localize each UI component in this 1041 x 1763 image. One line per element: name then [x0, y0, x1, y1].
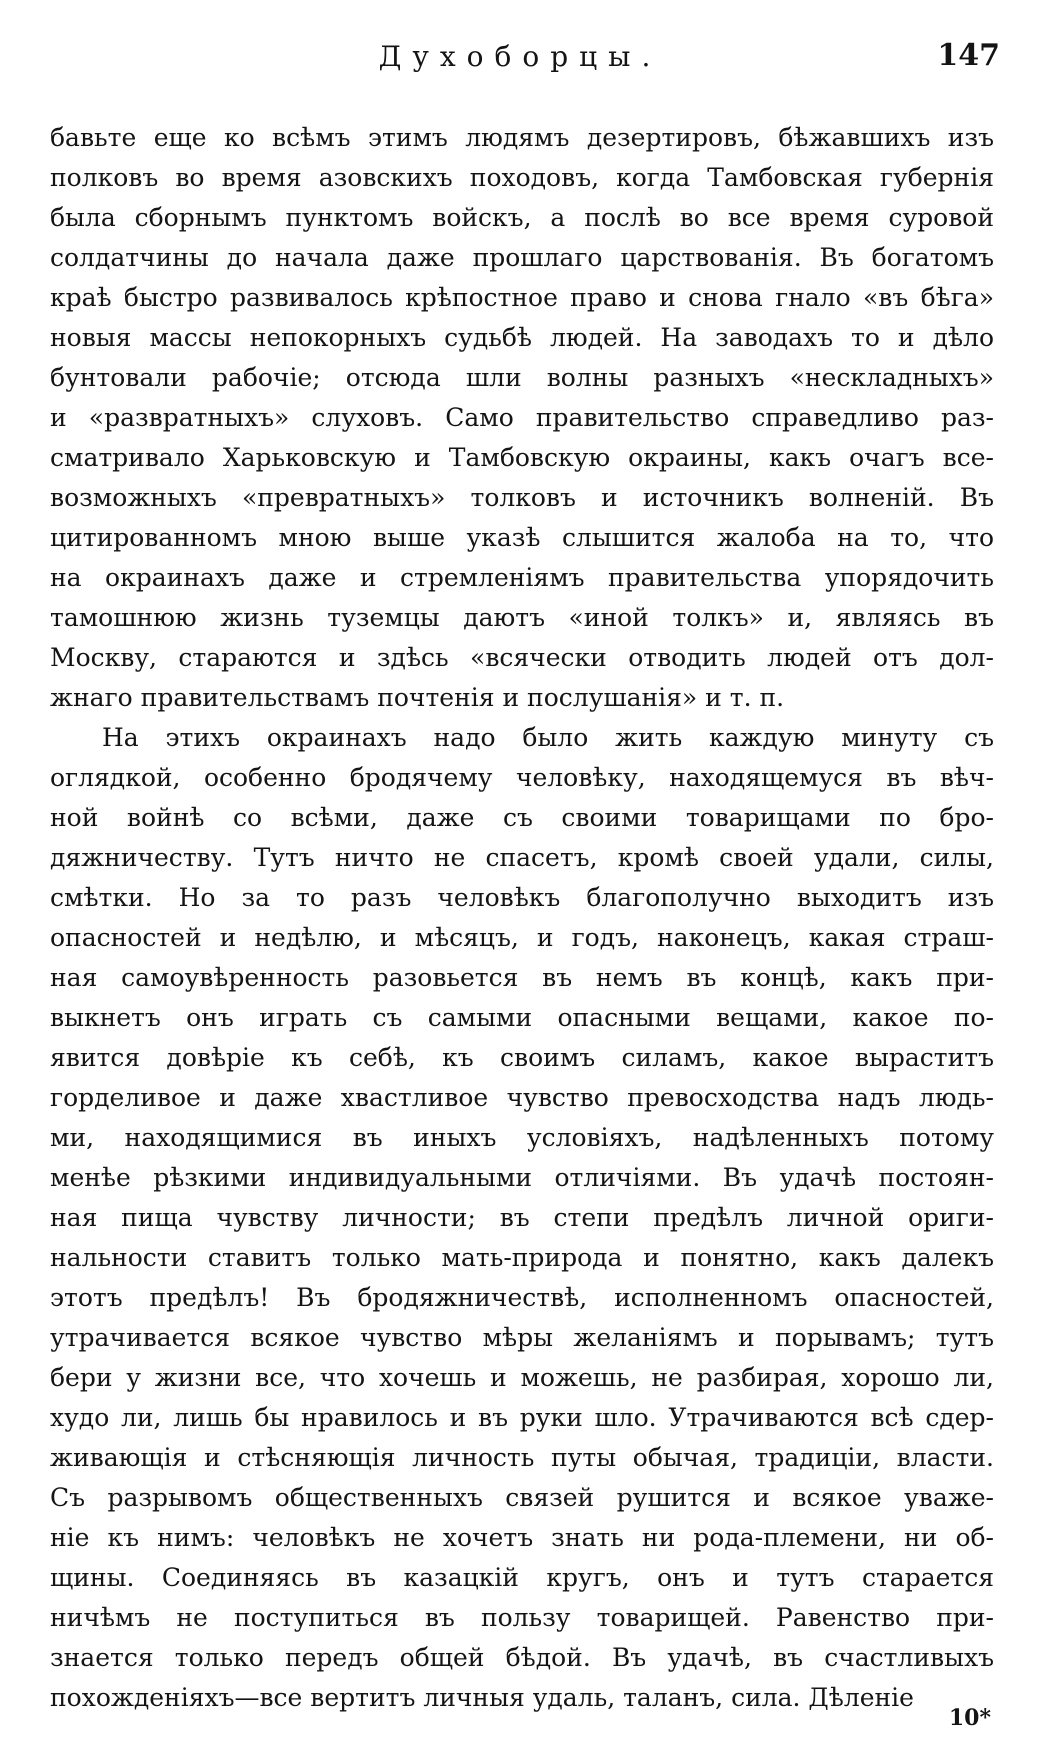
text-line: опасностей и недѣлю, и мѣсяцъ, и годъ, наконецъ, какая страш- [50, 923, 994, 952]
text-line: дяжничеству. Тутъ ничто не спасетъ, кромѣ своей удали, силы, [50, 843, 994, 872]
text-line: жнаго правительствамъ почтенія и послушанія» и т. п. [50, 683, 785, 712]
running-head [40, 38, 1000, 82]
text-line: бунтовали рабочіе; отсюда шли волны разныхъ «нескладныхъ» [50, 363, 994, 392]
text-line: бери у жизни все, что хочешь и можешь, не разбирая, хорошо ли, [50, 1363, 994, 1392]
page-number: 147 [937, 38, 1000, 73]
running-title: Духоборцы. [378, 40, 662, 73]
text-line: явится довѣріе къ себѣ, къ своимъ силамъ, какое выраститъ [50, 1043, 994, 1072]
text-line: бавьте еще ко всѣмъ этимъ людямъ дезертировъ, бѣжавшихъ изъ [50, 123, 994, 152]
text-line: и «развратныхъ» слуховъ. Само правительство справедливо раз- [50, 403, 994, 432]
body-text [50, 118, 994, 1718]
text-line: оглядкой, особенно бродячему человѣку, находящемуся въ вѣч- [50, 763, 994, 792]
text-line: Съ разрывомъ общественныхъ связей рушится и всякое уваже- [50, 1483, 994, 1512]
text-line: ничѣмъ не поступиться въ пользу товарищей. Равенство при- [50, 1603, 994, 1632]
paragraph [50, 718, 994, 1718]
text-line: ная пища чувству личности; въ степи предѣлъ личной ориги- [50, 1203, 994, 1232]
text-line: новыя массы непокорныхъ судьбѣ людей. На заводахъ то и дѣло [50, 323, 994, 352]
text-line: Москву, стараются и здѣсь «всячески отводить людей отъ дол- [50, 643, 994, 672]
text-line: солдатчины до начала даже прошлаго царствованія. Въ богатомъ [50, 243, 994, 272]
text-line: щины. Соединяясь въ казацкій кругъ, онъ и тутъ старается [50, 1563, 994, 1592]
text-line: на окраинахъ даже и стремленіямъ правительства упорядочить [50, 563, 994, 592]
text-line: ніе къ нимъ: человѣкъ не хочетъ знать ни рода-племени, ни об- [50, 1523, 994, 1552]
text-line: нальности ставитъ только мать-природа и понятно, какъ далекъ [50, 1243, 994, 1272]
text-line: смѣтки. Но за то разъ человѣкъ благополучно выходитъ изъ [50, 883, 994, 912]
text-line: ми, находящимися въ иныхъ условіяхъ, надѣленныхъ потому [50, 1123, 994, 1152]
text-line: менѣе рѣзкими индивидуальными отличіями. Въ удачѣ постоян- [50, 1163, 994, 1192]
text-line: тамошнюю жизнь туземцы даютъ «иной толкъ» и, являясь въ [50, 603, 994, 632]
text-line: возможныхъ «превратныхъ» толковъ и источникъ волненій. Въ [50, 483, 994, 512]
text-line: утрачивается всякое чувство мѣры желаніямъ и порывамъ; тутъ [50, 1323, 994, 1352]
text-line: была сборнымъ пунктомъ войскъ, а послѣ во все время суровой [50, 203, 994, 232]
text-line: похожденіяхъ—все вертитъ личныя удаль, таланъ, сила. Дѣленіе [50, 1683, 914, 1712]
text-line: На этихъ окраинахъ надо было жить каждую минуту съ [102, 723, 994, 752]
text-line: этотъ предѣлъ! Въ бродяжничествѣ, исполненномъ опасностей, [50, 1283, 994, 1312]
text-line: ная самоувѣренность разовьется въ немъ въ концѣ, какъ при- [50, 963, 994, 992]
text-line: краѣ быстро развивалось крѣпостное право и снова гнало «въ бѣга» [50, 283, 994, 312]
text-line: знается только передъ общей бѣдой. Въ удачѣ, въ счастливыхъ [50, 1643, 994, 1672]
text-line: сматривало Харьковскую и Тамбовскую окраины, какъ очагъ все- [50, 443, 994, 472]
text-line: горделивое и даже хвастливое чувство превосходства надъ людь- [50, 1083, 994, 1112]
printer-signature-mark: 10* [948, 1705, 991, 1731]
text-line: цитированномъ мною выше указѣ слышится жалоба на то, что [50, 523, 994, 552]
text-line: полковъ во время азовскихъ походовъ, когда Тамбовская губернія [50, 163, 994, 192]
paragraph [50, 118, 994, 718]
text-line: ной войнѣ со всѣми, даже съ своими товарищами по бро- [50, 803, 994, 832]
text-line: худо ли, лишь бы нравилось и въ руки шло. Утрачиваются всѣ сдер- [50, 1403, 994, 1432]
text-line: выкнетъ онъ играть съ самыми опасными вещами, какое по- [50, 1003, 994, 1032]
text-line: живающія и стѣсняющія личность путы обычая, традиціи, власти. [50, 1443, 994, 1472]
